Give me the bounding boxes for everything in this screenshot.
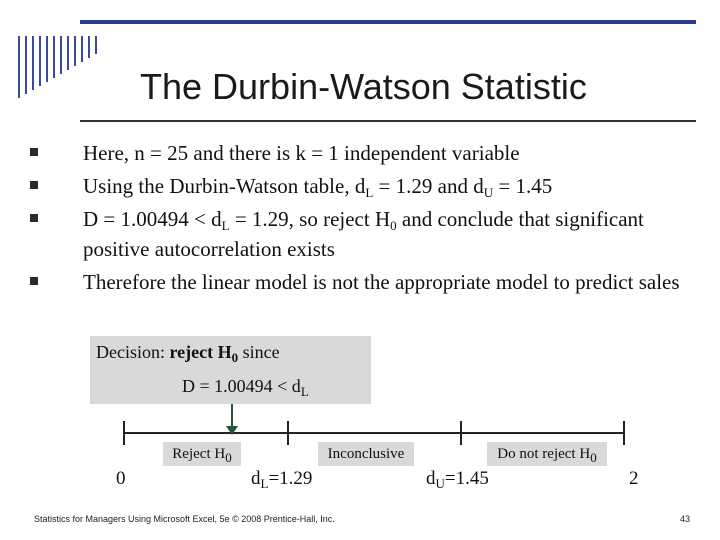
bullet-item [28,267,688,297]
bullet-list [28,138,688,300]
bullet-square-icon [30,277,38,285]
bullet-text: Here, n = 25 and there is k = 1 independent variable [83,141,520,165]
bullet-text: $D = 1.00494 < d_L = 1.29$, so reject $H_0$ and conclude that significant positive autocorrelation exists [83,207,644,261]
decision-line-1: Decision: reject $H_0$ since [96,342,280,365]
page-number: 43 [680,514,691,524]
region-do-not-reject: Do not reject $H_0$ [487,442,607,466]
slide-footer: Statistics for Managers Using Microsoft Excel, 5e © 2008 Prentice-Hall, Inc. [34,514,335,524]
bullet-text: Therefore the linear model is not the appropriate model to predict sales [83,270,680,294]
region-inconclusive: Inconclusive [318,442,414,466]
decorative-bars [18,36,97,98]
tick-label-dl: $d_L=1.29$ [251,468,313,491]
bullet-text: Using the Durbin-Watson table, $d_L = 1.29$ and $d_U = 1.45$ [83,174,553,200]
slide-title: The Durbin-Watson Statistic [140,66,587,107]
decision-box [90,336,371,404]
bullet-item [28,204,688,264]
top-accent-line [80,20,696,24]
title-underline [80,120,696,122]
bullet-square-icon [30,148,38,156]
tick-label-0: 0 [116,468,126,489]
bullet-item [28,171,688,201]
tick-label-2: 2 [629,468,639,489]
bullet-square-icon [30,181,38,189]
tick-label-du: $d_U=1.45$ [426,468,489,491]
bullet-item [28,138,688,168]
bullet-square-icon [30,214,38,222]
decision-line-2: $D = 1.00494 < d_L$ [182,376,309,399]
region-reject: Reject $H_0$ [163,442,241,466]
dw-decision-scale [0,400,720,500]
